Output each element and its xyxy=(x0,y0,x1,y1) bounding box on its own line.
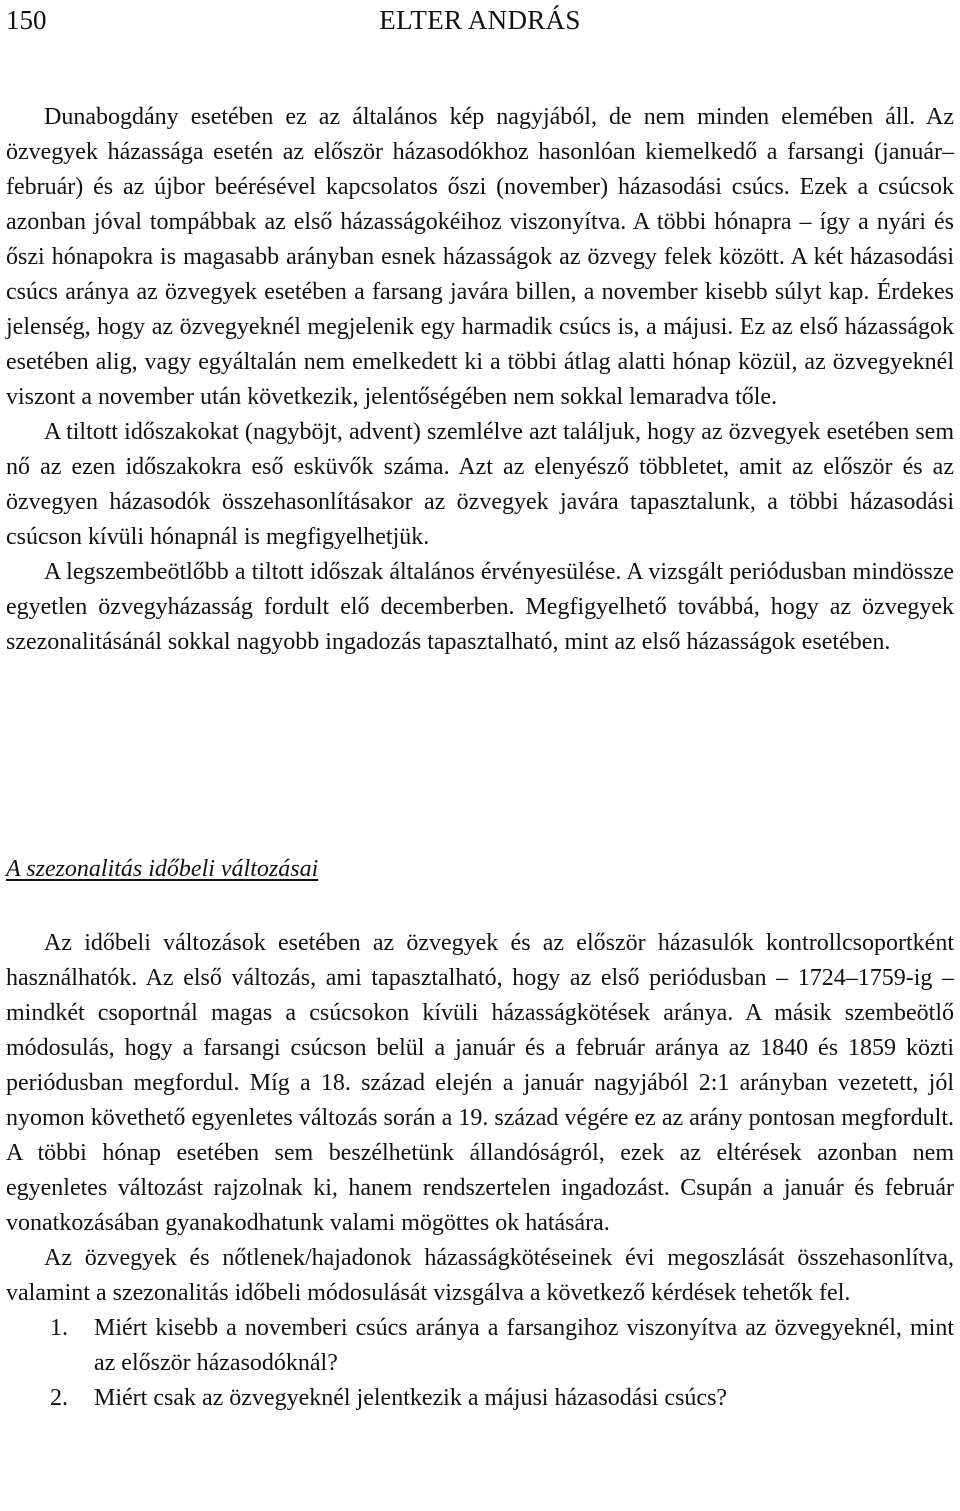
page-header xyxy=(6,2,954,42)
page-number: 150 xyxy=(6,5,47,35)
section-two-body xyxy=(6,926,954,1416)
question-number: 1. xyxy=(50,1315,68,1341)
question-item xyxy=(6,1381,954,1416)
running-head-author: ELTER ANDRÁS xyxy=(379,5,581,35)
question-text: Miért csak az özvegyeknél jelentkezik a májusi házasodási csúcs? xyxy=(94,1385,728,1411)
paragraph: A tiltott időszakokat (nagyböjt, advent) szemlélve azt találjuk, hogy az özvegyek esetében sem nő az ezen időszakokra eső esküvők száma. Azt az elenyésző többletet, amit az először és az özvegyen házasodók összehasonlításakor az özvegyek javára tapasztalunk, a többi házasodási csúcson kívüli hónapnál is megfigyelhetjük. xyxy=(6,419,954,550)
paragraph: Az özvegyek és nőtlenek/hajadonok házasságkötéseinek évi megoszlását összehasonlítva, valamint a szezonalitás időbeli módosulását vizsgálva a következő kérdések tehetők fel. xyxy=(6,1245,954,1306)
paragraph: Az időbeli változások esetében az özvegyek és az először házasulók kontrollcsoportként használhatók. Az első változás, ami tapasztalható, hogy az első periódusban – 1724–1759-ig – mindkét csoportnál magas a csúcsokon kívüli házasságkötések aránya. A másik szembeötlő módosulás, hogy a farsangi csúcson belül a január és a február aránya az 1840 és 1859 közti periódusban megfordul. Míg a 18. század elején a január nagyjából 2:1 arányban vezetett, jól nyomon követhető egyenletes változás során a 19. század végére ez az arány pontosan megfordult. A többi hónap esetében sem beszélhetünk állandóságról, ezek az eltérések azonban nem egyenletes változást rajzolnak ki, hanem rendszertelen ingadozást. Csupán a január és február vonatkozásában gyanakodhatunk valami mögöttes ok hatására. xyxy=(6,930,954,1236)
question-item xyxy=(6,1311,954,1381)
question-list xyxy=(6,1311,954,1416)
section-heading: A szezonalitás időbeli változásai xyxy=(6,856,319,882)
paragraph: Dunabogdány esetében ez az általános kép nagyjából, de nem minden elemében áll. Az özvegyek házassága esetén az először házasodókhoz hasonlóan kiemelkedő a farsangi (január–február) és az újbor beérésével kapcsolatos őszi (november) házasodási csúcs. Ezek a csúcsok azonban jóval tompábbak az első házasságokéihoz viszonyítva. A többi hónapra – így a nyári és őszi hónapokra is magasabb arányban esnek házasságok az özvegy felek között. A két házasodási csúcs aránya az özvegyek esetében a farsang javára billen, a november kisebb súlyt kap. Érdekes jelenség, hogy az özvegyeknél megjelenik egy harmadik csúcs is, a májusi. Ez az első házasságok esetében alig, vagy egyáltalán nem emelkedett ki a többi átlag alatti hónap közül, az özvegyeknél viszont a november után következik, jelentőségében nem sokkal lemaradva tőle. xyxy=(6,104,954,410)
paragraph: A legszembeötlőbb a tiltott időszak általános érvényesülése. A vizsgált periódusban mindössze egyetlen özvegyházasság fordult elő decemberben. Megfigyelhető továbbá, hogy az özvegyek szezonalitásánál sokkal nagyobb ingadozás tapasztalható, mint az első házasságok esetében. xyxy=(6,559,954,655)
question-number: 2. xyxy=(50,1385,68,1411)
question-text: Miért kisebb a novemberi csúcs aránya a farsangihoz viszonyítva az özvegyeknél, mint az először házasodóknál? xyxy=(94,1315,954,1376)
section-one-body xyxy=(6,100,954,660)
